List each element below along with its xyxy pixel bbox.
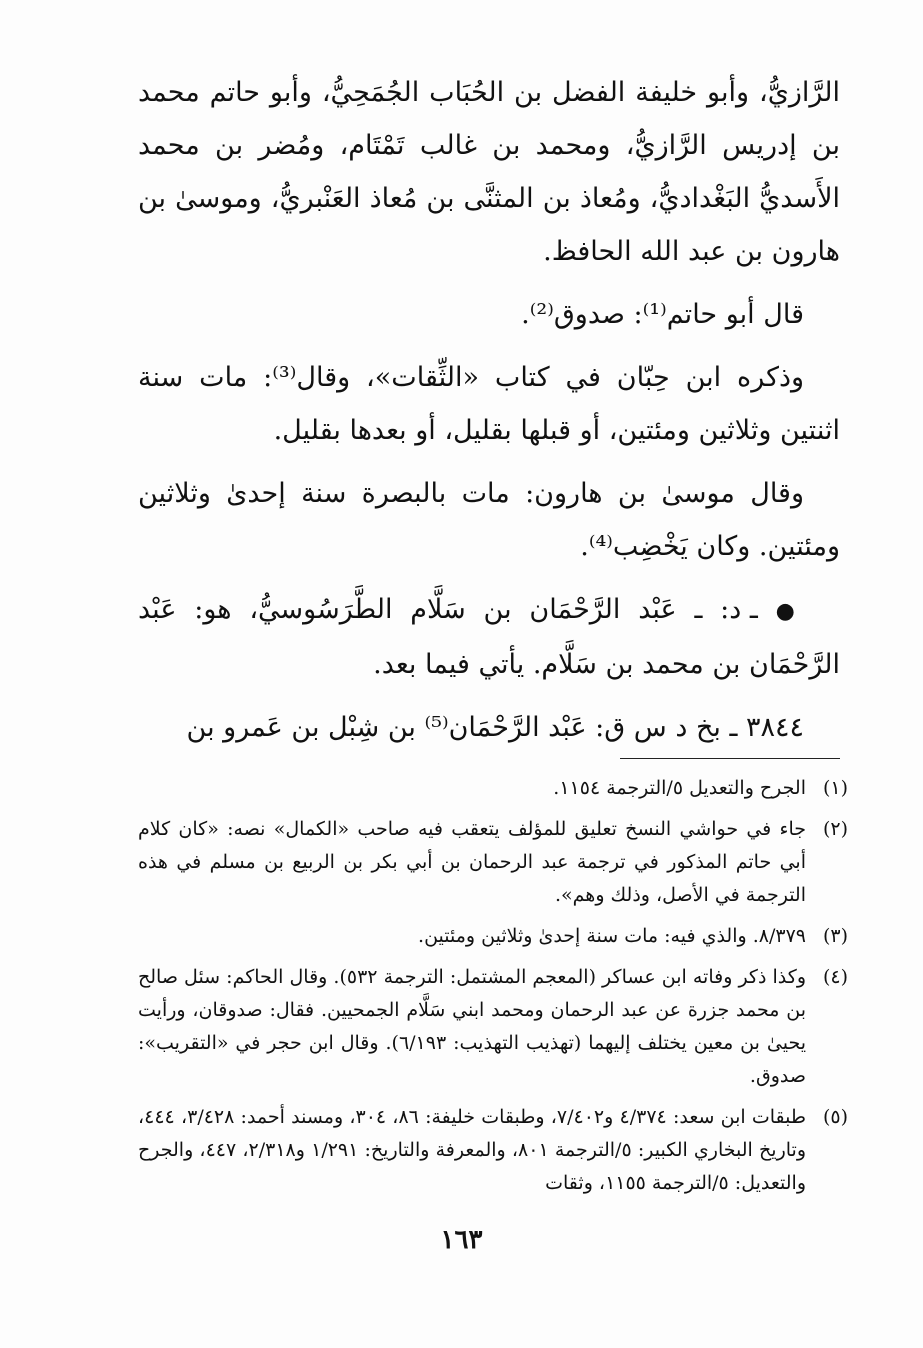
paragraph-abu-hatim: قال أبو حاتم⁽¹⁾: صدوق⁽²⁾. (521, 299, 804, 330)
footnote-number: (٣) (822, 925, 848, 947)
footnote-text: جاء في حواشي النسخ تعليق للمؤلف يتعقب فيه صاحب «الكمال» نصه: «كان كلام أبي حاتم المذكور في ترجمة عبد الرحمان بن أبي بكر بن الربيع بن مسلم في هذه الترجمة في الأصل، وذلك وهم». (138, 818, 806, 906)
page-number: ١٦٣ (440, 1225, 483, 1255)
footnote-2 (138, 813, 848, 912)
footnote-1 (138, 772, 848, 805)
footnote-number: (٢) (822, 818, 848, 840)
paragraph-ibn-hibban: وذكره ابن حِبّان في كتاب «الثِّقات»، وقال⁽³⁾: مات سنة اثنتين وثلاثين ومئتين، أو قبلها بقليل، أو بعدها بقليل. (138, 362, 840, 446)
footnotes (138, 772, 848, 1208)
footnote-number: (١) (822, 777, 848, 799)
footnote-text: طبقات ابن سعد: ٤/٣٧٤ و٧/٤٠٢، وطبقات خليفة: ٨٦، ٣٠٤، ومسند أحمد: ٣/٤٢٨، ٤٤٤، وتاريخ البخاري الكبير: ٥/الترجمة ٨٠١، والمعرفة والتاريخ: ١/٢٩١ و٢/٣١٨، ٤٤٧، والجرح والتعديل: ٥/الترجمة ١١٥٥، وثقات (138, 1106, 807, 1194)
footnote-4 (138, 961, 848, 1093)
footnote-text: الجرح والتعديل ٥/الترجمة ١١٥٤. (553, 777, 806, 799)
footnote-5 (138, 1101, 848, 1200)
main-text (138, 66, 840, 754)
footnote-text: ٨/٣٧٩. والذي فيه: مات سنة إحدىٰ وثلاثين ومئتين. (418, 925, 806, 947)
footnote-separator (620, 758, 840, 759)
bullet-icon: ● (775, 599, 804, 624)
paragraph-entry-3844: ٣٨٤٤ ـ بخ د س ق: عَبْد الرَّحْمَان⁽⁵⁾ بن شِبْل بن عَمرو بن (186, 712, 804, 743)
paragraph-narrators: الرَّازيُّ، وأبو خليفة الفضل بن الحُبَاب الجُمَحِيُّ، وأبو حاتم محمد بن إدريس الرَّازيُّ، ومحمد بن غالب تَمْتَام، ومُضر بن محمد الأَسديُّ البَغْداديُّ، ومُعاذ بن المثنَّى بن مُعاذ العَنْبريُّ، وموسىٰ بن هارون بن عبد الله الحافظ. (138, 77, 840, 267)
footnote-3 (138, 920, 848, 953)
footnote-text: وكذا ذكر وفاته ابن عساكر (المعجم المشتمل: الترجمة ٥٣٢). وقال الحاكم: سئل صالح بن محمد جزرة عن عبد الرحمان ومحمد ابني سَلَّام الجمحيين. فقال: صدوقان، ورأيت يحيىٰ بن معين يختلف إليهما (تهذيب التهذيب: ٦/١٩٣). وقال ابن حجر في «التقريب»: صدوق. (138, 966, 806, 1087)
cross-reference-text: ـ د: ـ عَبْد الرَّحْمَان بن سَلَّام الطَّرَسُوسيُّ، هو: عَبْد الرَّحْمَان بن محمد بن سَلَّام. يأتي فيما بعد. (138, 594, 840, 680)
paragraph-cross-reference (138, 583, 840, 691)
footnote-number: (٥) (822, 1106, 848, 1128)
footnote-number: (٤) (822, 966, 848, 988)
paragraph-musa-bin-harun: وقال موسىٰ بن هارون: مات بالبصرة سنة إحدىٰ وثلاثين ومئتين. وكان يَخْضِب⁽⁴⁾. (138, 478, 840, 562)
